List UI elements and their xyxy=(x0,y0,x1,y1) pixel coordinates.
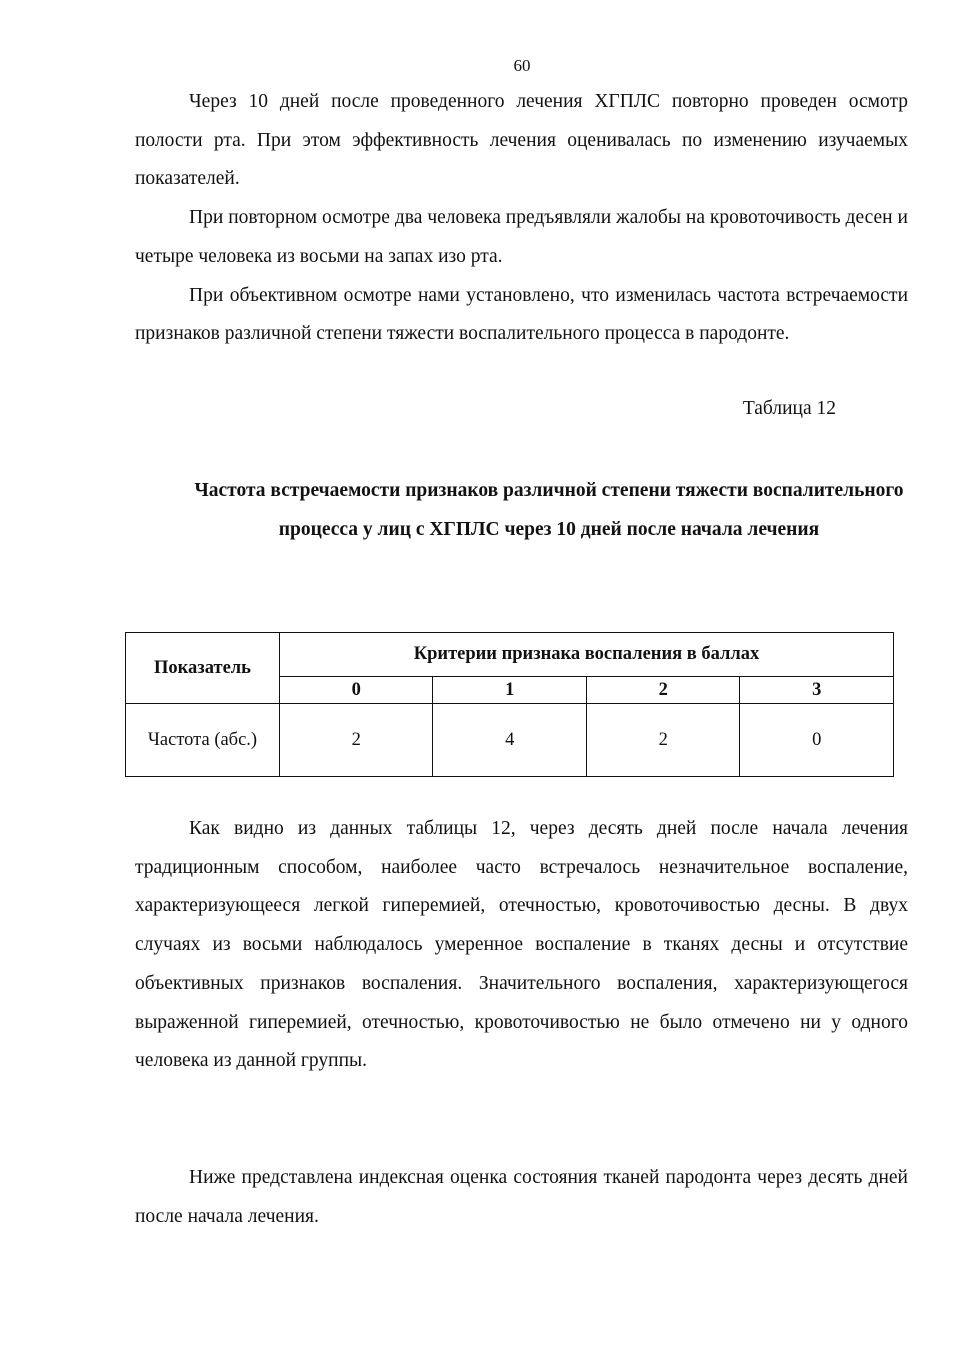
body-text-top xyxy=(135,83,908,354)
paragraph-next-section: Ниже представлена индексная оценка состояния тканей пародонта через десять дней после начала лечения. xyxy=(135,1167,908,1227)
paragraph-followup-exam: Через 10 дней после проведенного лечения ХГПЛС повторно проведен осмотр полости рта. При этом эффективность лечения оценивалась по изменению изучаемых показателей. xyxy=(135,91,908,190)
table-title: Частота встречаемости признаков различной степени тяжести воспалительного процесса у лиц с ХГПЛС через 10 дней после начала лечения xyxy=(194,480,904,540)
table-cell: 4 xyxy=(433,704,586,777)
paragraph-complaints: При повторном осмотре два человека предъявляли жалобы на кровоточивость десен и четыре человека из восьми на запах изо рта. xyxy=(135,207,908,267)
table-cell: 0 xyxy=(740,704,894,777)
table-row xyxy=(126,704,894,777)
frequency-table xyxy=(125,632,894,777)
score-column-header: 1 xyxy=(433,677,586,704)
table-cell: 2 xyxy=(586,704,739,777)
table-label: Таблица 12 xyxy=(742,398,836,419)
criteria-header: Критерии признака воспаления в баллах xyxy=(280,633,894,677)
body-text-bottom xyxy=(135,810,908,1081)
body-text-closing xyxy=(135,1159,908,1236)
page-number: 60 xyxy=(513,56,531,75)
score-column-header: 2 xyxy=(586,677,739,704)
paragraph-objective-exam: При объективном осмотре нами установлено, что изменилась частота встречаемости признаков различной степени тяжести воспалительного процесса в пародонте. xyxy=(135,284,908,345)
table-cell: 2 xyxy=(280,704,433,777)
row-label: Частота (абс.) xyxy=(126,704,280,777)
indicator-header: Показатель xyxy=(126,633,280,704)
table-header-row xyxy=(126,633,894,677)
paragraph-table-discussion: Как видно из данных таблицы 12, через десять дней после начала лечения традиционным способом, наиболее часто встречалось незначительное воспаление, характеризующееся легкой гиперемией, отечностью, кровоточивостью десны. В двух случаях из восьми наблюдалось умеренное воспаление в тканях десны и отсутствие объективных признаков воспаления. Значительного воспаления, характеризующегося выраженной гиперемией, отечностью, кровоточивостью не было отмечено ни у одного человека из данной группы. xyxy=(135,818,908,1072)
score-column-header: 0 xyxy=(280,677,433,704)
score-column-header: 3 xyxy=(740,677,894,704)
